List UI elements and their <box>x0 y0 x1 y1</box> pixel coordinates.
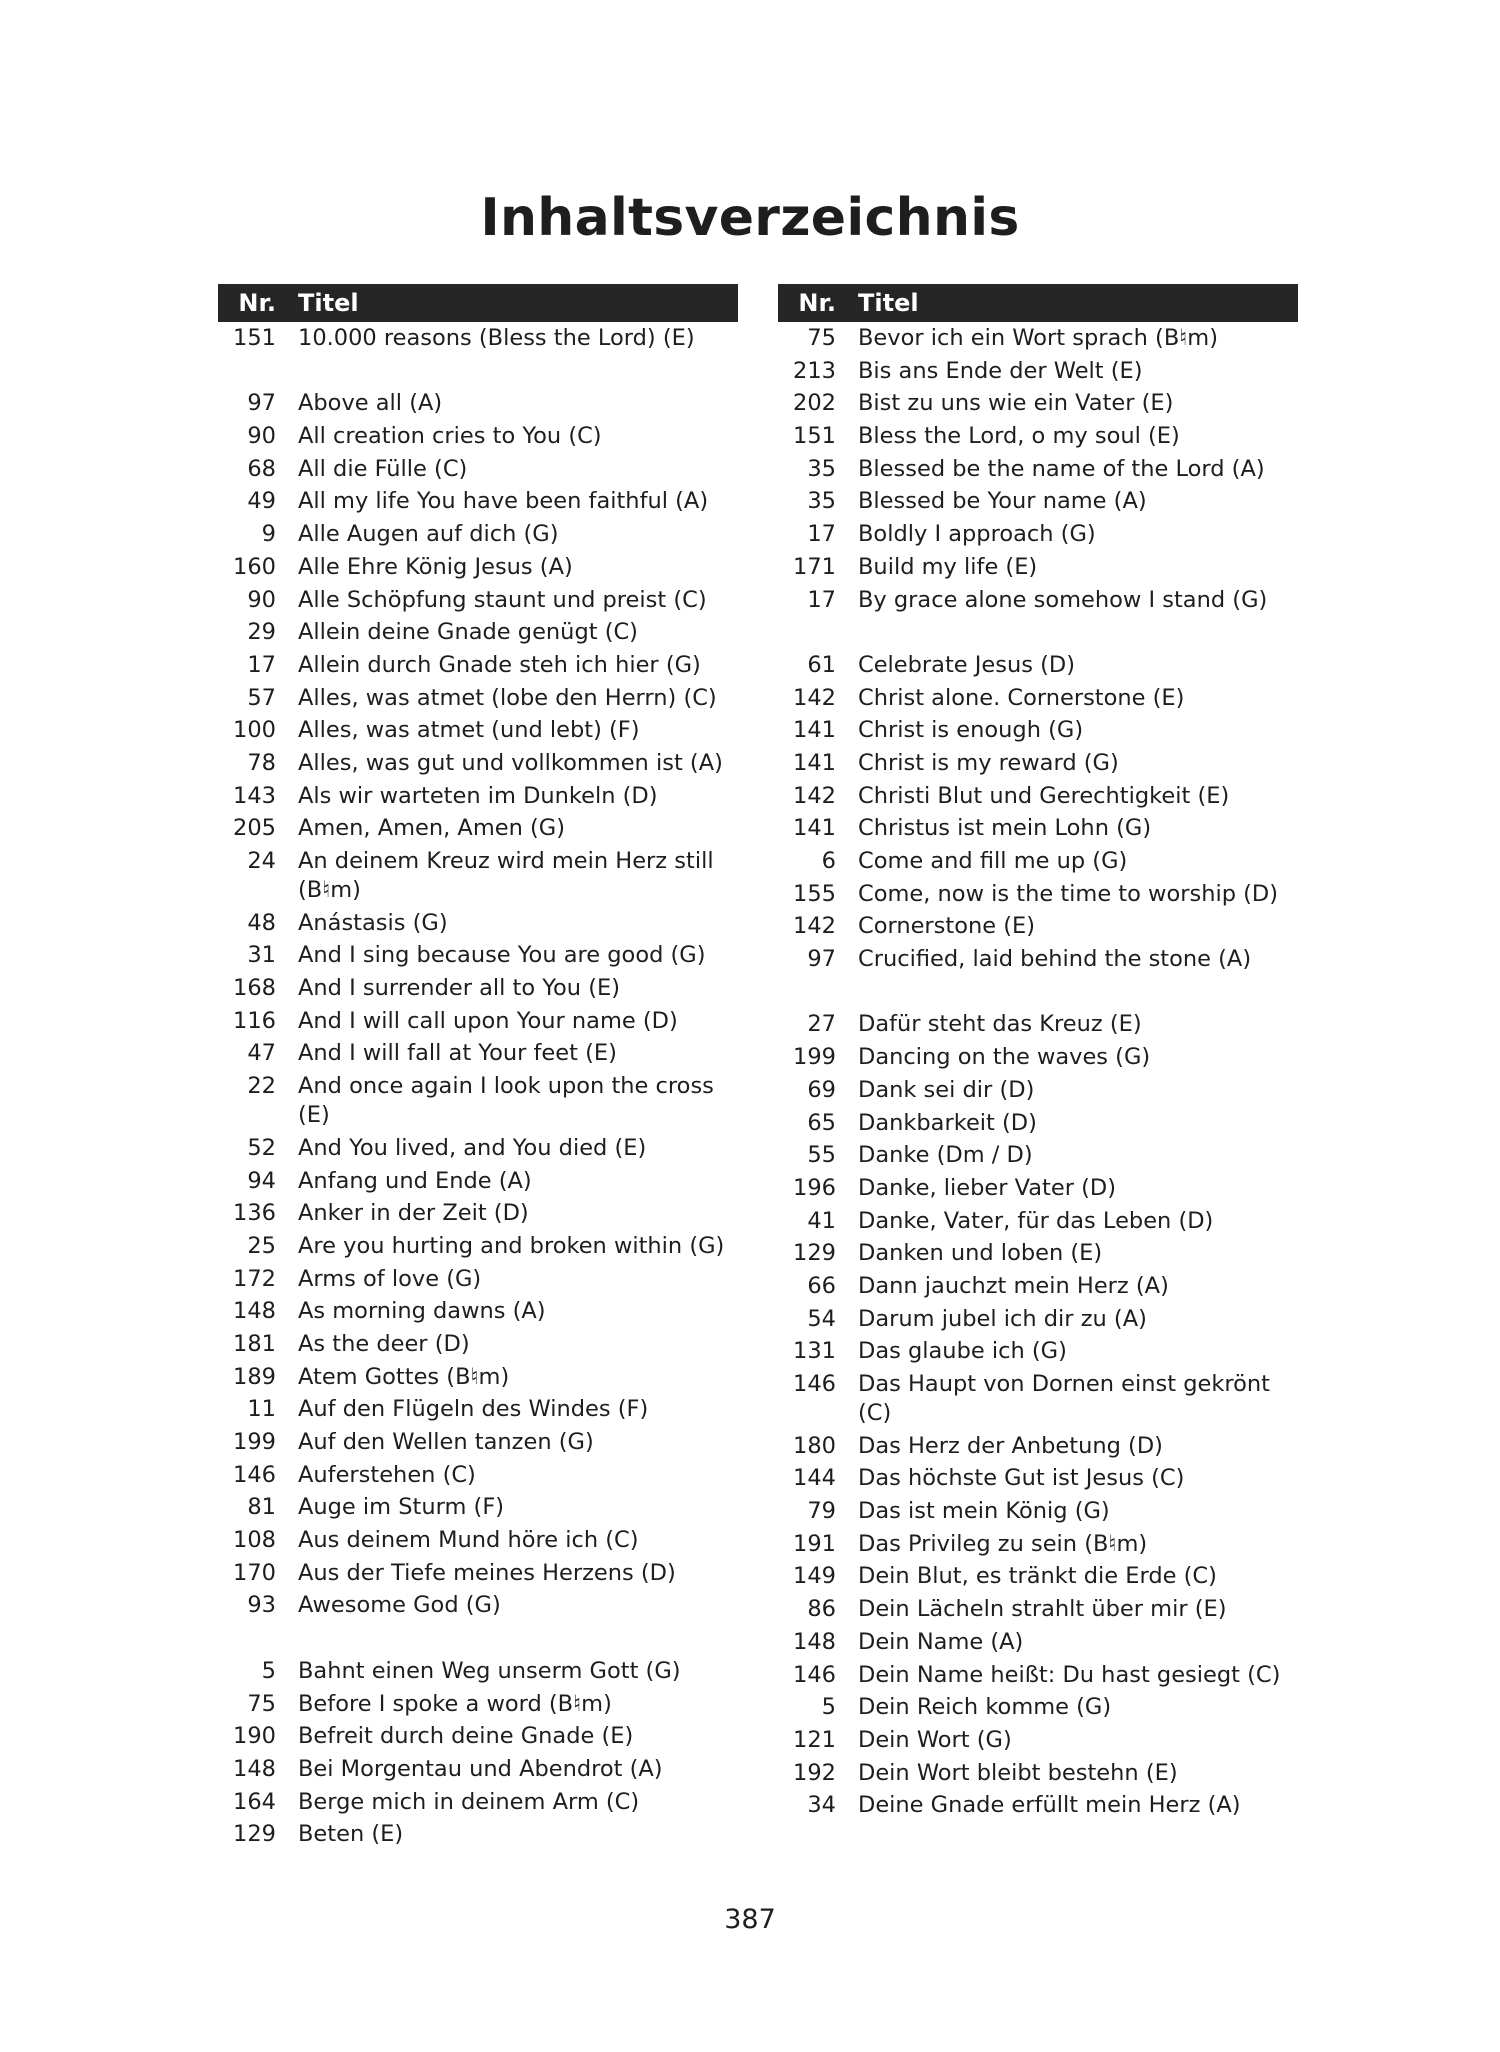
song-number: 148 <box>233 1298 276 1325</box>
toc-entry <box>218 1461 738 1490</box>
toc-entry <box>218 847 738 905</box>
song-number: 171 <box>793 553 836 580</box>
song-title: Bei Morgentau und Abendrot (A) <box>298 1755 663 1782</box>
toc-entry <box>218 389 738 418</box>
toc-entry <box>778 553 1298 582</box>
song-number: 141 <box>793 749 836 776</box>
song-title: All creation cries to You (C) <box>298 423 602 450</box>
song-number: 41 <box>807 1207 836 1234</box>
song-title: Auge im Sturm (F) <box>298 1494 505 1521</box>
page-number: 387 <box>724 1904 776 1935</box>
song-title: And I will fall at Your feet (E) <box>298 1040 617 1067</box>
song-number: 142 <box>793 684 836 711</box>
song-number: 144 <box>793 1465 836 1492</box>
song-number: 17 <box>247 651 276 678</box>
song-title: Als wir warteten im Dunkeln (D) <box>298 782 658 809</box>
toc-entry <box>218 1657 738 1686</box>
toc-entry <box>218 1232 738 1261</box>
song-title: Arms of love (G) <box>298 1265 482 1292</box>
toc-entry <box>778 749 1298 778</box>
song-number: 90 <box>247 423 276 450</box>
song-title: Aus der Tiefe meines Herzens (D) <box>298 1559 676 1586</box>
song-title: Dein Name heißt: Du hast gesiegt (C) <box>858 1661 1281 1688</box>
song-number: 97 <box>807 946 836 973</box>
song-number: 25 <box>247 1232 276 1259</box>
song-number: 149 <box>793 1563 836 1590</box>
song-title: Come and fill me up (G) <box>858 848 1128 874</box>
song-title: Anker in der Zeit (D) <box>298 1200 529 1227</box>
song-title: Dein Wort (G) <box>858 1726 1012 1753</box>
song-title: Alles, was gut und vollkommen ist (A) <box>298 749 723 776</box>
song-title: Above all (A) <box>298 390 443 417</box>
toc-entry <box>218 324 738 353</box>
header-title: Titel <box>298 289 359 317</box>
toc-entry <box>218 716 738 745</box>
toc-entry <box>778 1497 1298 1526</box>
song-number: 142 <box>793 782 836 809</box>
toc-entry <box>778 1693 1298 1722</box>
song-title: Dafür steht das Kreuz (E) <box>858 1011 1142 1038</box>
toc-entry <box>778 847 1298 876</box>
song-title: Christ is my reward (G) <box>858 749 1119 776</box>
song-number: 129 <box>233 1821 276 1848</box>
toc-list-left <box>218 324 738 1849</box>
song-number: 55 <box>807 1142 836 1169</box>
song-number: 69 <box>807 1076 836 1103</box>
toc-entry <box>218 1330 738 1359</box>
song-number: 35 <box>807 488 836 515</box>
song-title: Before I spoke a word (B♮m) <box>298 1690 612 1717</box>
song-number: 81 <box>247 1494 276 1521</box>
song-number: 196 <box>793 1174 836 1201</box>
song-number: 57 <box>247 684 276 711</box>
song-number: 192 <box>793 1759 836 1786</box>
song-title: Blessed be Your name (A) <box>858 488 1147 515</box>
song-number: 136 <box>233 1200 276 1227</box>
song-number: 17 <box>807 586 836 613</box>
song-number: 78 <box>247 749 276 776</box>
toc-column-left <box>218 284 738 1853</box>
song-title: And I will call upon Your name (D) <box>298 1007 678 1034</box>
toc-entry <box>778 1464 1298 1493</box>
song-number: 146 <box>793 1371 836 1397</box>
toc-entry <box>778 1174 1298 1203</box>
toc-entry <box>218 1199 738 1228</box>
toc-entry <box>778 1791 1298 1820</box>
song-number: 141 <box>793 815 836 842</box>
toc-entry <box>218 1428 738 1457</box>
song-number: 151 <box>793 423 836 450</box>
song-title: Amen, Amen, Amen (G) <box>298 815 565 842</box>
song-title: Christ alone. Cornerstone (E) <box>858 684 1185 711</box>
song-title: Celebrate Jesus (D) <box>858 651 1076 678</box>
toc-entry <box>218 1559 738 1588</box>
toc-entry <box>778 487 1298 516</box>
song-number: 47 <box>247 1040 276 1067</box>
song-number: 189 <box>233 1363 276 1390</box>
song-title: Das ist mein König (G) <box>858 1498 1110 1525</box>
song-number: 49 <box>247 488 276 515</box>
toc-entry <box>218 1690 738 1719</box>
song-number: 90 <box>247 586 276 613</box>
toc-entry <box>218 1297 738 1326</box>
song-number: 180 <box>793 1432 836 1459</box>
toc-entry <box>218 1722 738 1751</box>
song-title: All die Fülle (C) <box>298 455 468 482</box>
toc-entry <box>778 586 1298 615</box>
song-number: 199 <box>233 1429 276 1455</box>
toc-entry <box>218 1526 738 1555</box>
song-title: Allein deine Gnade genügt (C) <box>298 619 638 646</box>
song-number: 141 <box>793 717 836 744</box>
header-nr: Nr. <box>238 289 276 317</box>
song-number: 164 <box>233 1788 276 1815</box>
toc-entry <box>218 455 738 484</box>
toc-entry <box>778 1076 1298 1105</box>
song-number: 54 <box>807 1305 836 1332</box>
song-title: Christus ist mein Lohn (G) <box>858 815 1152 842</box>
song-number: 5 <box>821 1694 836 1721</box>
song-title: An deinem Kreuz wird mein Herz still (B♮m) <box>298 848 714 903</box>
toc-entry <box>778 1370 1298 1428</box>
song-title: Bist zu uns wie ein Vater (E) <box>858 390 1174 417</box>
section-gap <box>778 978 1298 1007</box>
song-title: Dancing on the waves (G) <box>858 1044 1151 1071</box>
song-title: All my life You have been faithful (A) <box>298 488 709 515</box>
song-number: 160 <box>233 553 276 580</box>
toc-entry <box>218 487 738 516</box>
song-number: 116 <box>233 1007 276 1034</box>
song-number: 151 <box>233 325 276 351</box>
toc-entry <box>778 1530 1298 1559</box>
toc-entry <box>778 389 1298 418</box>
song-number: 48 <box>247 909 276 936</box>
song-title: As morning dawns (A) <box>298 1298 546 1325</box>
song-title: Danken und loben (E) <box>858 1240 1103 1267</box>
section-gap <box>218 1624 738 1653</box>
song-title: Auf den Wellen tanzen (G) <box>298 1429 594 1455</box>
song-number: 11 <box>247 1396 276 1423</box>
song-title: Deine Gnade erfüllt mein Herz (A) <box>858 1792 1241 1819</box>
toc-entry <box>778 1141 1298 1170</box>
song-title: 10.000 reasons (Bless the Lord) (E) <box>298 325 695 351</box>
song-number: 97 <box>247 390 276 417</box>
toc-entry <box>778 1661 1298 1690</box>
toc-entry <box>218 1820 738 1849</box>
toc-entry <box>778 1432 1298 1461</box>
song-title: Berge mich in deinem Arm (C) <box>298 1788 640 1815</box>
toc-entry <box>778 782 1298 811</box>
toc-entry <box>218 814 738 843</box>
toc-entry <box>778 1337 1298 1366</box>
song-number: 121 <box>793 1726 836 1753</box>
toc-entry <box>218 1265 738 1294</box>
song-title: Auferstehen (C) <box>298 1461 476 1488</box>
toc-entry <box>218 684 738 713</box>
toc-entry <box>218 974 738 1003</box>
toc-entry <box>778 1305 1298 1334</box>
song-number: 213 <box>793 357 836 384</box>
toc-entry <box>778 422 1298 451</box>
song-number: 65 <box>807 1109 836 1136</box>
toc-entry <box>218 1395 738 1424</box>
toc-entry <box>778 1726 1298 1755</box>
song-title: Blessed be the name of the Lord (A) <box>858 455 1265 482</box>
song-title: Das Haupt von Dornen einst gekrönt (C) <box>858 1371 1270 1426</box>
song-title: Build my life (E) <box>858 553 1038 580</box>
song-title: Bevor ich ein Wort sprach (B♮m) <box>858 325 1218 351</box>
song-number: 93 <box>247 1592 276 1619</box>
section-gap <box>218 357 738 386</box>
toc-entry <box>778 357 1298 386</box>
song-number: 6 <box>821 848 836 874</box>
song-number: 170 <box>233 1559 276 1586</box>
section-gap <box>778 618 1298 647</box>
song-number: 199 <box>793 1044 836 1071</box>
song-number: 155 <box>793 880 836 907</box>
toc-entry <box>218 749 738 778</box>
song-title: Auf den Flügeln des Windes (F) <box>298 1396 649 1423</box>
song-title: Bless the Lord, o my soul (E) <box>858 423 1180 450</box>
song-title: Dein Wort bleibt bestehn (E) <box>858 1759 1178 1786</box>
toc-entry <box>218 782 738 811</box>
song-number: 146 <box>233 1461 276 1488</box>
song-number: 148 <box>233 1755 276 1782</box>
song-number: 181 <box>233 1330 276 1357</box>
toc-entry <box>778 1207 1298 1236</box>
toc-entry <box>218 1039 738 1068</box>
toc-entry <box>778 1109 1298 1138</box>
song-title: Bahnt einen Weg unserm Gott (G) <box>298 1657 681 1684</box>
toc-entry <box>218 1591 738 1620</box>
song-title: Dein Reich komme (G) <box>858 1694 1112 1721</box>
song-number: 100 <box>233 717 276 744</box>
song-number: 35 <box>807 455 836 482</box>
song-number: 9 <box>261 521 276 548</box>
toc-entry <box>778 814 1298 843</box>
song-title: Darum jubel ich dir zu (A) <box>858 1305 1147 1332</box>
toc-entry <box>218 1363 738 1392</box>
song-number: 202 <box>793 390 836 417</box>
toc-entry <box>218 422 738 451</box>
toc-entry <box>778 1272 1298 1301</box>
toc-entry <box>778 324 1298 353</box>
toc-entry <box>778 1010 1298 1039</box>
toc-entry <box>778 1562 1298 1591</box>
song-title: Are you hurting and broken within (G) <box>298 1232 725 1259</box>
header-title: Titel <box>858 289 919 317</box>
song-title: Christi Blut und Gerechtigkeit (E) <box>858 782 1230 809</box>
song-number: 148 <box>793 1628 836 1655</box>
song-title: Alle Schöpfung staunt und preist (C) <box>298 586 707 613</box>
toc-entry <box>778 1239 1298 1268</box>
table-header <box>778 284 1298 322</box>
song-title: Come, now is the time to worship (D) <box>858 880 1279 907</box>
song-number: 5 <box>261 1657 276 1684</box>
table-header <box>218 284 738 322</box>
song-number: 34 <box>807 1792 836 1819</box>
toc-entry <box>218 618 738 647</box>
toc-entry <box>218 1493 738 1522</box>
song-title: Dein Blut, es tränkt die Erde (C) <box>858 1563 1217 1590</box>
song-title: Crucified, laid behind the stone (A) <box>858 946 1252 973</box>
page-title: Inhaltsverzeichnis <box>480 188 1020 248</box>
song-number: 172 <box>233 1265 276 1292</box>
song-title: Alle Ehre König Jesus (A) <box>298 553 573 580</box>
song-title: Beten (E) <box>298 1821 404 1848</box>
song-title: By grace alone somehow I stand (G) <box>858 586 1268 613</box>
song-number: 22 <box>247 1073 276 1100</box>
toc-entry <box>218 520 738 549</box>
song-title: Christ is enough (G) <box>858 717 1084 744</box>
toc-entry <box>218 586 738 615</box>
song-number: 190 <box>233 1723 276 1750</box>
song-title: Allein durch Gnade steh ich hier (G) <box>298 651 701 678</box>
toc-entry <box>778 520 1298 549</box>
toc-list-right <box>778 324 1298 1820</box>
song-number: 86 <box>807 1596 836 1623</box>
song-number: 146 <box>793 1661 836 1688</box>
song-title: As the deer (D) <box>298 1330 470 1357</box>
song-title: Dein Lächeln strahlt über mir (E) <box>858 1596 1227 1623</box>
song-number: 66 <box>807 1272 836 1299</box>
song-title: Alles, was atmet (und lebt) (F) <box>298 717 640 744</box>
song-number: 75 <box>807 325 836 351</box>
song-title: Das Privileg zu sein (B♮m) <box>858 1530 1148 1557</box>
song-number: 142 <box>793 913 836 940</box>
song-title: Danke, lieber Vater (D) <box>858 1174 1117 1201</box>
song-number: 205 <box>233 815 276 842</box>
song-title: Dein Name (A) <box>858 1628 1024 1655</box>
song-number: 94 <box>247 1167 276 1194</box>
toc-entry <box>218 1755 738 1784</box>
song-title: Das höchste Gut ist Jesus (C) <box>858 1465 1185 1492</box>
song-title: Befreit durch deine Gnade (E) <box>298 1723 634 1750</box>
song-title: Awesome God (G) <box>298 1592 501 1619</box>
song-title: Dank sei dir (D) <box>858 1076 1035 1103</box>
toc-entry <box>778 1628 1298 1657</box>
song-title: Anfang und Ende (A) <box>298 1167 532 1194</box>
song-number: 191 <box>793 1530 836 1557</box>
song-title: And once again I look upon the cross (E) <box>298 1073 714 1129</box>
toc-entry <box>218 909 738 938</box>
song-title: Anástasis (G) <box>298 909 448 936</box>
song-title: And You lived, and You died (E) <box>298 1134 647 1161</box>
toc-entry <box>778 455 1298 484</box>
song-title: Dankbarkeit (D) <box>858 1109 1037 1136</box>
song-title: Aus deinem Mund höre ich (C) <box>298 1527 639 1554</box>
toc-entry <box>218 941 738 970</box>
toc-entry <box>778 716 1298 745</box>
song-number: 108 <box>233 1527 276 1554</box>
song-number: 27 <box>807 1011 836 1038</box>
song-number: 129 <box>793 1240 836 1267</box>
toc-entry <box>218 651 738 680</box>
song-title: Danke, Vater, für das Leben (D) <box>858 1207 1214 1234</box>
song-number: 61 <box>807 651 836 678</box>
toc-entry <box>778 1759 1298 1788</box>
song-number: 17 <box>807 521 836 548</box>
song-title: And I surrender all to You (E) <box>298 975 620 1002</box>
song-number: 75 <box>247 1690 276 1717</box>
song-title: Atem Gottes (B♮m) <box>298 1363 510 1390</box>
song-title: Boldly I approach (G) <box>858 521 1096 548</box>
song-title: Das glaube ich (G) <box>858 1338 1067 1365</box>
song-title: Bis ans Ende der Welt (E) <box>858 357 1143 384</box>
song-title: Alles, was atmet (lobe den Herrn) (C) <box>298 684 717 711</box>
toc-column-right <box>778 284 1298 1824</box>
song-number: 24 <box>247 848 276 874</box>
toc-entry <box>218 1007 738 1036</box>
song-number: 168 <box>233 975 276 1002</box>
toc-entry <box>218 1167 738 1196</box>
toc-entry <box>218 1072 738 1130</box>
toc-entry <box>218 1788 738 1817</box>
toc-entry <box>218 553 738 582</box>
toc-entry <box>778 684 1298 713</box>
toc-entry <box>778 880 1298 909</box>
song-title: And I sing because You are good (G) <box>298 942 706 969</box>
toc-entry <box>778 912 1298 941</box>
song-title: Dann jauchzt mein Herz (A) <box>858 1272 1169 1299</box>
toc-entry <box>778 651 1298 680</box>
song-number: 131 <box>793 1338 836 1365</box>
header-nr: Nr. <box>798 289 836 317</box>
song-number: 52 <box>247 1134 276 1161</box>
toc-entry <box>218 1134 738 1163</box>
song-number: 29 <box>247 619 276 646</box>
toc-entry <box>778 945 1298 974</box>
song-number: 143 <box>233 782 276 809</box>
song-number: 79 <box>807 1498 836 1525</box>
song-title: Cornerstone (E) <box>858 913 1036 940</box>
song-title: Danke (Dm / D) <box>858 1142 1033 1169</box>
toc-entry <box>778 1043 1298 1072</box>
song-title: Das Herz der Anbetung (D) <box>858 1432 1163 1459</box>
song-number: 31 <box>247 942 276 969</box>
song-title: Alle Augen auf dich (G) <box>298 521 559 548</box>
toc-entry <box>778 1595 1298 1624</box>
song-number: 68 <box>247 455 276 482</box>
